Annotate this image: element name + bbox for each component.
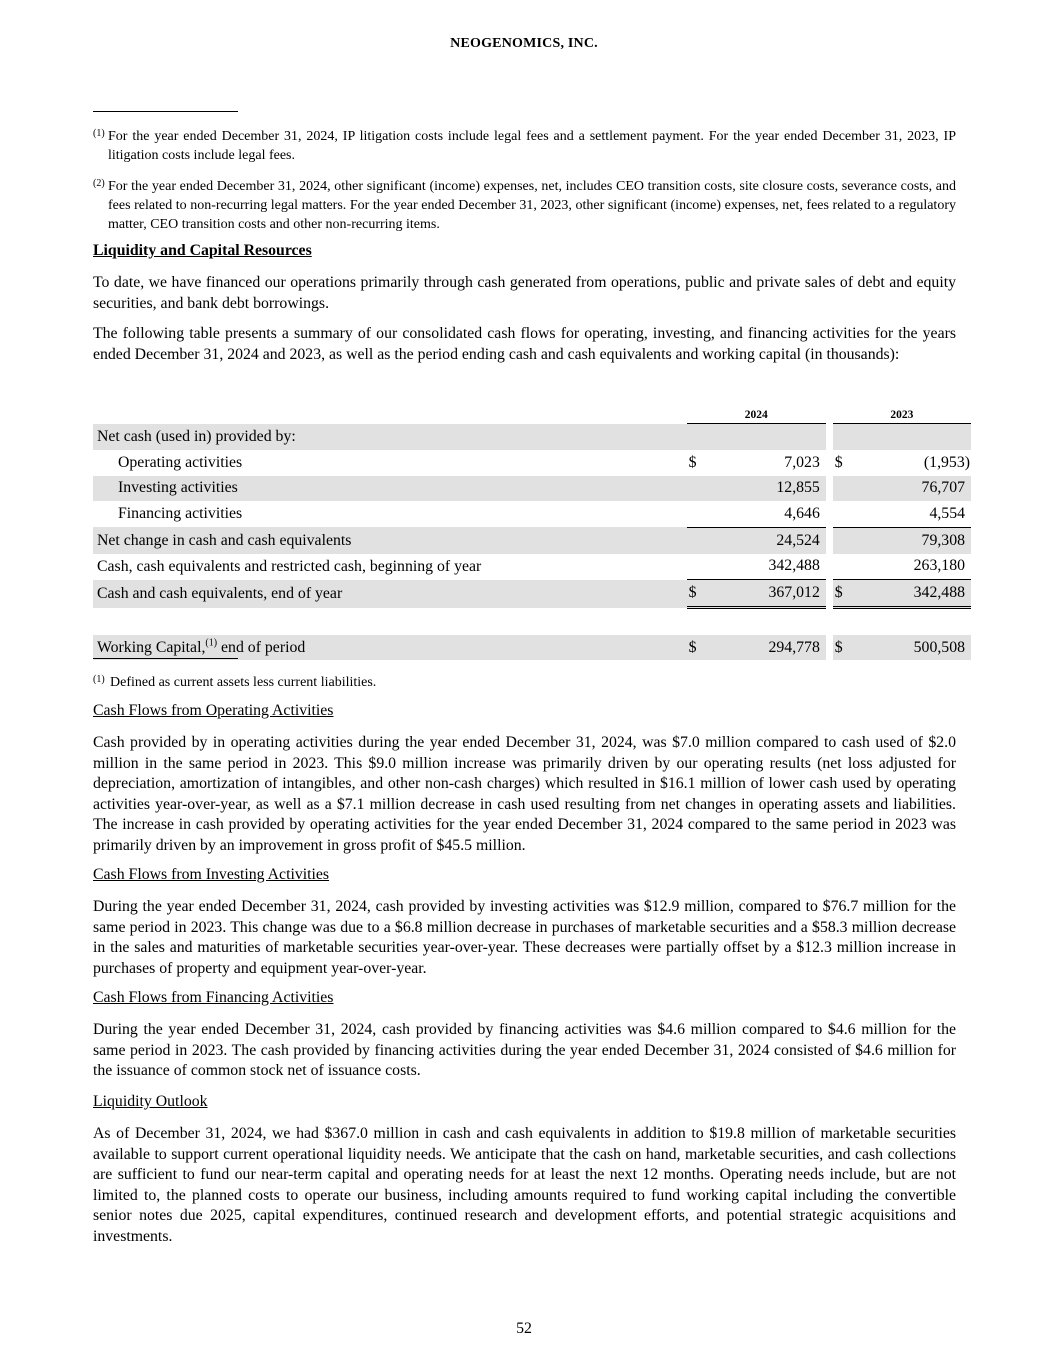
paragraph-operating: Cash provided by in operating activities during the year ended December 31, 2024, was $7.0 million compared to cash used of $2.0 million in the same period in 2023. This $9.0 million increase was primarily driven by our operating results (net loss adjusted for depreciation, amortization of intangibles, and other non-cash charges) which resulted in $16.1 million of lower cash used by operating activities year-over-year, as well as a $7.1 million decrease in cash used resulting from net changes in operating assets and liabilities. The increase in cash provided by operating activities for the year ended December 31, 2024 compared to the same period in 2023 was primarily driven by an improvement in gross profit of $45.5 million. <box>93 734 956 854</box>
row-label: Net change in cash and cash equivalents <box>93 527 687 553</box>
footnote-table <box>93 673 956 692</box>
table-row <box>93 635 971 661</box>
table-row <box>93 476 971 502</box>
table-row <box>93 424 971 450</box>
row-label: Operating activities <box>118 453 243 471</box>
table-row <box>93 501 971 527</box>
row-label: Financing activities <box>118 505 243 523</box>
table-header-row <box>93 398 971 424</box>
table-row <box>93 450 971 476</box>
currency-symbol: $ <box>833 580 863 608</box>
row-label-working-capital: Working Capital,$^{(1)}$ end of period <box>93 635 687 661</box>
paragraph-investing: During the year ended December 31, 2024, cash provided by investing activities was $12.9 million, compared to $76.7 million for the same period in 2023. This change was due to a $6.8 million decrease in purchases of marketable securities and a $58.3 million decrease in the sales and maturities of marketable securities year-over-year. These decreases were partially offset by a $12.3 million increase in purchases of property and equipment year-over-year. <box>93 898 956 977</box>
footnote-text: For the year ended December 31, 2024, IP litigation costs include legal fees and a settlement payment. For the year ended December 31, 2023, IP litigation costs include legal fees. <box>108 129 956 163</box>
table-row <box>93 527 971 553</box>
subsection-title-financing: Cash Flows from Financing Activities <box>93 989 334 1006</box>
footnote-2 <box>93 177 956 234</box>
value-2023: 342,488 <box>863 580 971 608</box>
footnote-rule <box>93 111 238 112</box>
footnote-text: For the year ended December 31, 2024, other significant (income) expenses, net, includes CEO transition costs, site closure costs, severance costs, and fees related to non-recurring legal matters. For the year ended December 31, 2023, other significant (income) expenses, net, fees related to a regulatory matter, CEO transition costs and other non-recurring items. <box>108 179 956 232</box>
currency-symbol: $ <box>833 635 863 661</box>
column-header-2024: 2024 <box>687 398 826 424</box>
page-number: 52 <box>516 1320 532 1337</box>
table-row <box>93 580 971 608</box>
row-label: Investing activities <box>93 476 687 502</box>
value-2024: 367,012 <box>716 580 825 608</box>
value-2024: 342,488 <box>768 557 820 575</box>
value-2023: 263,180 <box>913 557 965 575</box>
currency-symbol: $ <box>687 635 717 661</box>
subsection-title-operating: Cash Flows from Operating Activities <box>93 702 334 719</box>
value-2024: 12,855 <box>716 476 825 502</box>
section-title-liquidity: Liquidity and Capital Resources <box>93 242 312 259</box>
row-label: Cash, cash equivalents and restricted cash, beginning of year <box>97 557 482 575</box>
paragraph-table-intro: The following table presents a summary of our consolidated cash flows for operating, investing, and financing activities for the years ended December 31, 2024 and 2023, as well as the period ending cash and cash equivalents and working capital (in thousands): <box>93 325 956 363</box>
currency-symbol: $ <box>687 580 717 608</box>
footnote-rule <box>93 658 238 659</box>
page-header: NEOGENOMICS, INC. <box>450 36 598 51</box>
footnote-mark: (1) <box>93 674 105 685</box>
footnote-1 <box>93 127 956 165</box>
value-2024: 24,524 <box>716 527 825 553</box>
value-2023: 4,554 <box>929 505 965 523</box>
value-2023: (1,953) <box>923 453 970 471</box>
currency-symbol: $ <box>688 453 697 471</box>
footnote-mark: (2) <box>93 178 105 189</box>
value-2023: 500,508 <box>863 635 971 661</box>
subsection-title-investing: Cash Flows from Investing Activities <box>93 866 330 883</box>
column-header-2023: 2023 <box>833 398 971 424</box>
value-2024: 7,023 <box>784 453 820 471</box>
footnote-text: Defined as current assets less current liabilities. <box>110 675 377 690</box>
currency-symbol: $ <box>834 453 843 471</box>
table-row <box>93 554 971 580</box>
footnote-mark: (1) <box>93 128 105 139</box>
paragraph-financing-sources: To date, we have financed our operations primarily through cash generated from operations, public and private sales of debt and equity securities, and bank debt borrowings. <box>93 274 956 312</box>
value-2023: 76,707 <box>863 476 971 502</box>
value-2024: 4,646 <box>784 505 820 523</box>
subsection-title-outlook: Liquidity Outlook <box>93 1093 208 1110</box>
row-label-section: Net cash (used in) provided by: <box>93 424 687 450</box>
paragraph-outlook: As of December 31, 2024, we had $367.0 million in cash and cash equivalents in addition to $19.8 million of marketable securities available to support current operational liquidity needs. We anticipate that the cash on hand, marketable securities, and cash collections are sufficient to fund our near-term capital and operating needs for at least the next 12 months. Operating needs include, but are not limited to, the planned costs to operate our business, including amounts required to fund working capital including the convertible senior notes due 2025, capital expenditures, continued research and development efforts, and potential strategic acquisitions and investments. <box>93 1125 956 1245</box>
paragraph-financing: During the year ended December 31, 2024, cash provided by financing activities was $4.6 million compared to $4.6 million for the same period in 2023. The cash provided by financing activities during the year ended December 31, 2024 consisted of $4.6 million for the issuance of common stock net of issuance costs. <box>93 1021 956 1079</box>
cash-flow-table <box>93 398 971 660</box>
value-2023: 79,308 <box>863 527 971 553</box>
value-2024: 294,778 <box>716 635 825 661</box>
row-label: Cash and cash equivalents, end of year <box>93 580 687 608</box>
